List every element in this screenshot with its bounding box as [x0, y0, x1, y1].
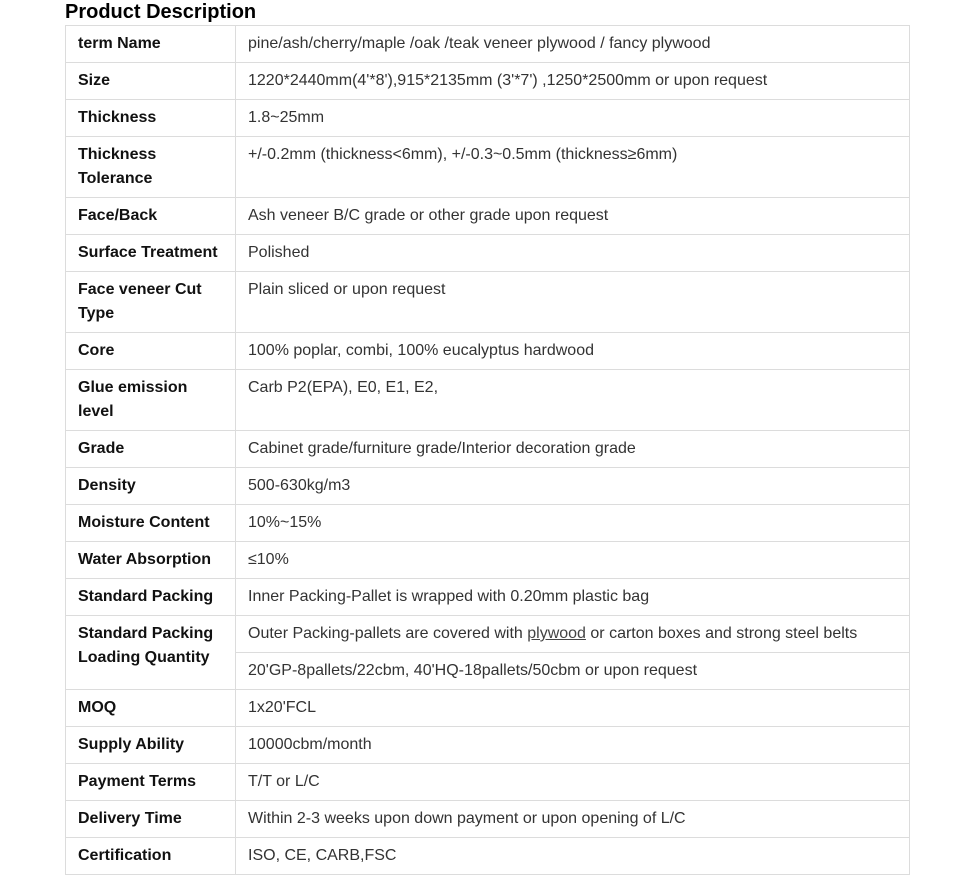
loading-quantity-value: 20'GP-8pallets/22cbm, 40'HQ-18pallets/50cbm or upon request — [236, 653, 910, 690]
row-value: 500-630kg/m3 — [236, 468, 910, 505]
outer-packing-prefix: Outer Packing-pallets are covered with — [248, 625, 528, 642]
table-row — [66, 26, 910, 63]
table-row — [66, 431, 910, 468]
row-value: Cabinet grade/furniture grade/Interior decoration grade — [236, 431, 910, 468]
row-label: term Name — [66, 26, 236, 63]
row-value: ≤10% — [236, 542, 910, 579]
row-label: Core — [66, 333, 236, 370]
row-label: Moisture Content — [66, 505, 236, 542]
outer-packing-suffix: or carton boxes and strong steel belts — [585, 625, 858, 642]
row-label: Payment Terms — [66, 764, 236, 801]
row-label: Water Absorption — [66, 542, 236, 579]
row-label: Grade — [66, 431, 236, 468]
row-label: Face veneer Cut Type — [66, 272, 236, 333]
page-title: Product Description — [65, 1, 257, 23]
table-row — [66, 198, 910, 235]
row-label: Size — [66, 63, 236, 100]
table-row — [66, 579, 910, 616]
table-row — [66, 690, 910, 727]
row-value: 1220*2440mm(4'*8'),915*2135mm (3'*7') ,1250*2500mm or upon request — [236, 63, 910, 100]
table-row — [66, 616, 910, 653]
row-label: Standard Packing — [66, 579, 236, 616]
row-label: Surface Treatment — [66, 235, 236, 272]
spec-table — [65, 25, 910, 875]
row-value: Ash veneer B/C grade or other grade upon request — [236, 198, 910, 235]
table-row — [66, 542, 910, 579]
row-value: 1.8~25mm — [236, 100, 910, 137]
table-row — [66, 370, 910, 431]
row-value: ISO, CE, CARB,FSC — [236, 838, 910, 875]
row-label: Density — [66, 468, 236, 505]
row-value: Plain sliced or upon request — [236, 272, 910, 333]
table-row — [66, 137, 910, 198]
row-label: Thickness Tolerance — [66, 137, 236, 198]
table-row — [66, 764, 910, 801]
table-row — [66, 235, 910, 272]
row-value: +/-0.2mm (thickness<6mm), +/-0.3~0.5mm (thickness≥6mm) — [236, 137, 910, 198]
table-row — [66, 838, 910, 875]
row-value: Inner Packing-Pallet is wrapped with 0.20mm plastic bag — [236, 579, 910, 616]
row-value: T/T or L/C — [236, 764, 910, 801]
row-value: 10000cbm/month — [236, 727, 910, 764]
row-label: Thickness — [66, 100, 236, 137]
row-label: MOQ — [66, 690, 236, 727]
table-row — [66, 63, 910, 100]
table-row — [66, 727, 910, 764]
table-row — [66, 100, 910, 137]
table-row — [66, 272, 910, 333]
table-row — [66, 333, 910, 370]
row-value: 100% poplar, combi, 100% eucalyptus hardwood — [236, 333, 910, 370]
table-row — [66, 505, 910, 542]
row-label: Delivery Time — [66, 801, 236, 838]
plywood-link[interactable]: plywood — [527, 625, 586, 642]
table-row — [66, 801, 910, 838]
row-value: 1x20'FCL — [236, 690, 910, 727]
row-value: Carb P2(EPA), E0, E1, E2, — [236, 370, 910, 431]
row-label: Glue emission level — [66, 370, 236, 431]
row-label: Supply Ability — [66, 727, 236, 764]
row-value: Within 2-3 weeks upon down payment or upon opening of L/C — [236, 801, 910, 838]
table-row — [66, 468, 910, 505]
row-label: Certification — [66, 838, 236, 875]
outer-packing-value — [236, 616, 910, 653]
row-label: Face/Back — [66, 198, 236, 235]
row-value: 10%~15% — [236, 505, 910, 542]
row-value: Polished — [236, 235, 910, 272]
row-value: pine/ash/cherry/maple /oak /teak veneer plywood / fancy plywood — [236, 26, 910, 63]
row-label: Standard Packing Loading Quantity — [66, 616, 236, 690]
